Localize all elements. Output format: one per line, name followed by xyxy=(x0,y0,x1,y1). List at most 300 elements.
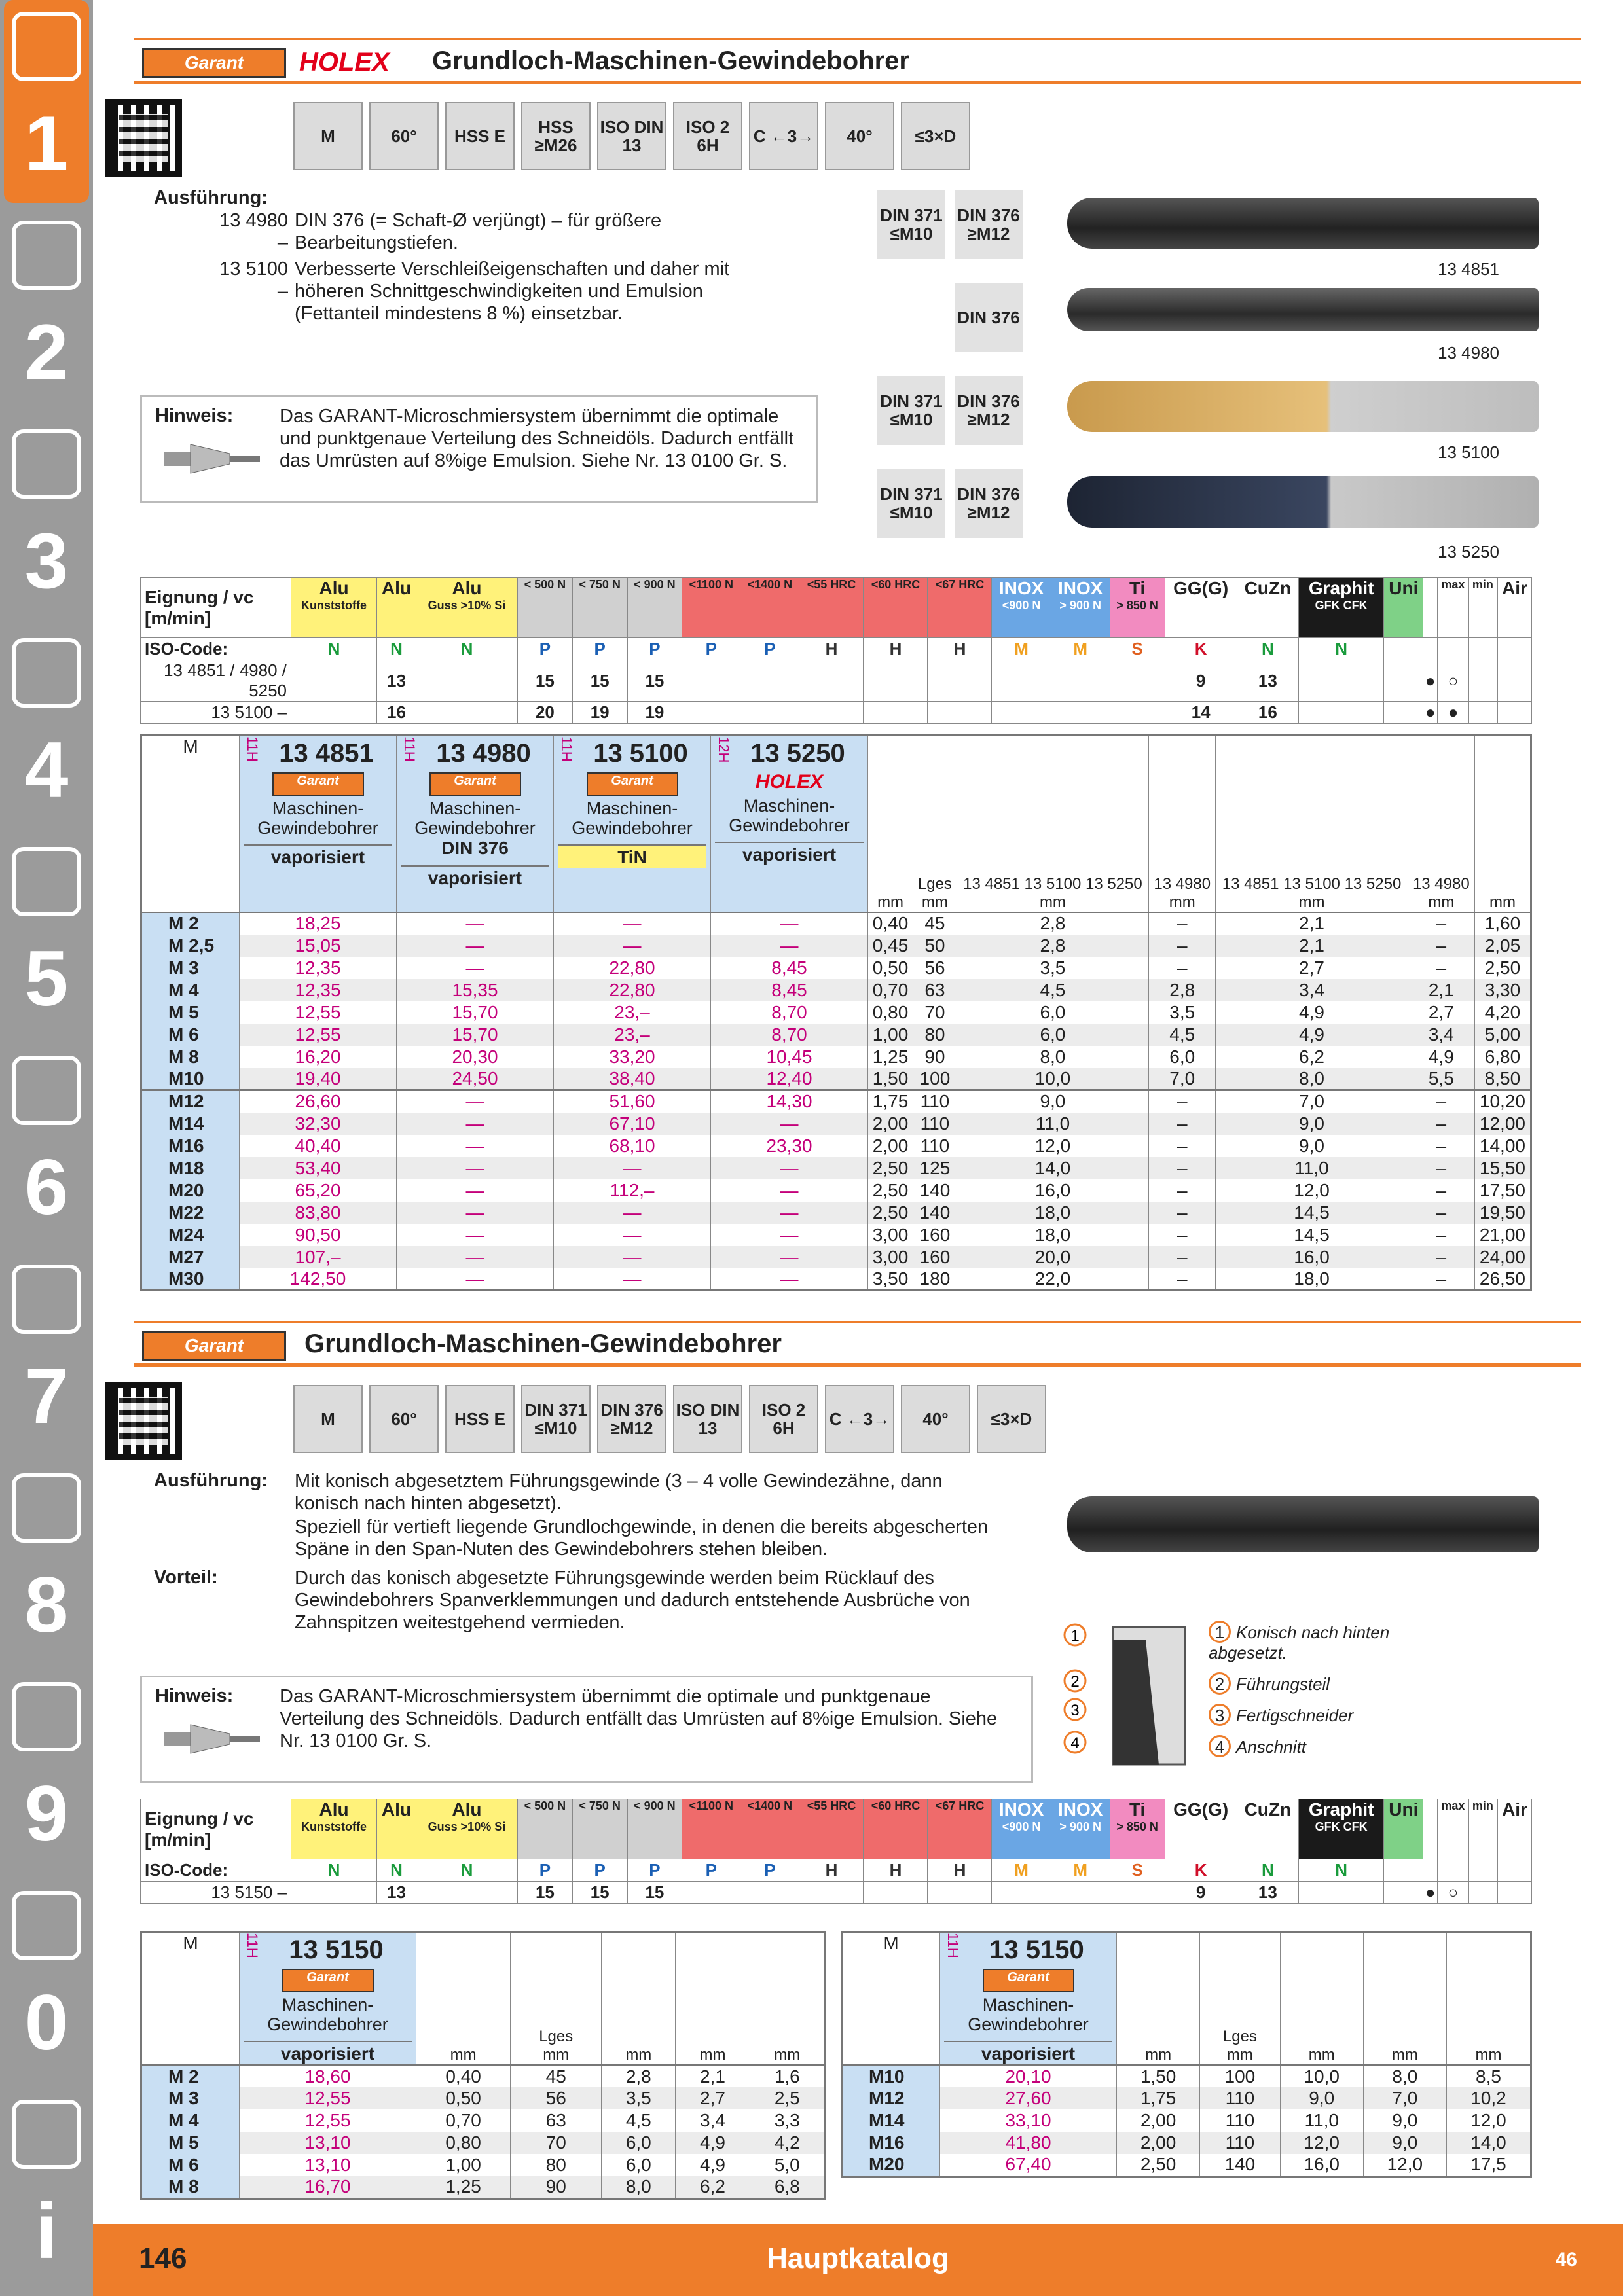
article-price[interactable]: 65,20 xyxy=(240,1179,397,1202)
iso-code: P xyxy=(740,1859,799,1882)
article-price[interactable]: 33,20 xyxy=(554,1046,711,1068)
garant-logo: Garant xyxy=(142,48,286,78)
cutting-speed: ● xyxy=(1437,702,1468,724)
article-price[interactable]: — xyxy=(711,1246,868,1268)
article-header-135250 xyxy=(711,736,868,912)
tolerance-class: 11H xyxy=(401,736,418,762)
article-price[interactable]: — xyxy=(554,935,711,957)
material-name: Alu xyxy=(452,578,482,598)
iso-code xyxy=(1384,638,1423,660)
spec-icon: DIN 371 ≤M10 xyxy=(521,1385,591,1453)
spec-icon: 40° xyxy=(901,1385,970,1453)
dimension: 90 xyxy=(913,1046,957,1068)
material-name: Air xyxy=(1502,578,1527,598)
cutting-speed xyxy=(682,702,740,724)
thread-diagram xyxy=(1061,1621,1192,1768)
material-column xyxy=(864,578,928,638)
dimension: – xyxy=(1149,1157,1216,1179)
dimension: 9,0 xyxy=(1363,2132,1446,2154)
iso-code-label: ISO-Code: xyxy=(141,1859,291,1882)
dimension: 14,5 xyxy=(1216,1224,1408,1246)
dimension: 4,5 xyxy=(1149,1024,1216,1046)
dimension: 10,0 xyxy=(957,1068,1148,1090)
article-price[interactable]: 13,10 xyxy=(240,2154,416,2176)
coating: vaporisiert xyxy=(944,2041,1112,2064)
article-price[interactable]: 8,70 xyxy=(711,1001,868,1024)
tool-code-134980: 13 4980 xyxy=(1438,343,1499,363)
cutting-speed xyxy=(1498,1882,1532,1904)
dimension: 0,50 xyxy=(868,957,913,979)
material-sub: < 900 N xyxy=(634,1799,676,1812)
ausf-code-2: 13 5100 – xyxy=(219,259,288,302)
iso-code: N xyxy=(1237,638,1298,660)
article-price[interactable]: 12,55 xyxy=(240,1024,397,1046)
coating: TiN xyxy=(558,844,706,868)
article-price[interactable]: — xyxy=(397,1090,554,1113)
article-price[interactable]: — xyxy=(711,935,868,957)
article-price[interactable]: — xyxy=(397,912,554,935)
iso-code xyxy=(1468,638,1497,660)
cutting-speed xyxy=(682,660,740,702)
holex-logo: HOLEX xyxy=(299,48,390,77)
article-price[interactable]: 12,55 xyxy=(240,2087,416,2109)
article-desc: Maschinen-Gewindebohrer xyxy=(572,798,693,838)
chapter-tab-9[interactable] xyxy=(4,1670,89,1873)
article-price[interactable]: 14,30 xyxy=(711,1090,868,1113)
cutting-speed: 20 xyxy=(518,702,573,724)
dimension: 8,0 xyxy=(1363,2065,1446,2087)
dimension: 14,0 xyxy=(957,1157,1148,1179)
article-range: 13 5150 – xyxy=(141,1882,291,1904)
chapter-tab-8[interactable] xyxy=(4,1462,89,1664)
article-price[interactable]: 22,80 xyxy=(554,957,711,979)
page-number-secondary: 46 xyxy=(1555,2249,1577,2270)
cutting-speed xyxy=(1110,1882,1165,1904)
cutting-speed xyxy=(682,1882,740,1904)
chapter-tab-6[interactable] xyxy=(4,1044,89,1247)
dimension: 18,0 xyxy=(957,1224,1148,1246)
article-price[interactable]: 90,50 xyxy=(240,1224,397,1246)
article-price[interactable]: 12,40 xyxy=(711,1068,868,1090)
garant-logo: Garant xyxy=(282,1969,374,1992)
cutting-speed: ● xyxy=(1423,702,1438,724)
material-sub: <900 N xyxy=(1002,1820,1041,1833)
diagram-icon xyxy=(1412,803,1470,875)
material-column xyxy=(1298,578,1383,638)
cutting-speed: ● xyxy=(1423,660,1438,702)
diagram-icon xyxy=(1153,803,1211,875)
unit: mm xyxy=(1039,893,1066,911)
cutting-speed: 13 xyxy=(1237,660,1298,702)
material-sub: <60 HRC xyxy=(871,1799,921,1812)
ausf-text-1: Mit konisch abgesetztem Führungsgewinde (3 – 4 volle Gewindezähne, dann konisch nach hinten abgesetzt). xyxy=(295,1471,943,1514)
material-sub: Kunststoffe xyxy=(301,1820,367,1833)
article-price[interactable]: 51,60 xyxy=(554,1090,711,1113)
article-price[interactable]: 15,70 xyxy=(397,1024,554,1046)
dimension: 6,0 xyxy=(602,2132,676,2154)
material-sub: GFK CFK xyxy=(1315,599,1368,612)
spec-icon: 40° xyxy=(825,102,894,170)
material-column xyxy=(1165,1799,1237,1859)
chapter-icon xyxy=(12,638,81,708)
article-price[interactable]: 32,30 xyxy=(240,1113,397,1135)
dimension: 12,0 xyxy=(1280,2132,1363,2154)
article-price[interactable]: — xyxy=(554,1202,711,1224)
data-table-1 xyxy=(140,734,1532,1291)
cutting-speed: 16 xyxy=(377,702,416,724)
article-price[interactable]: 20,30 xyxy=(397,1046,554,1068)
cutting-speed xyxy=(291,1882,377,1904)
table-row xyxy=(842,2087,1531,2109)
dimension: – xyxy=(1408,1157,1474,1179)
chapter-icon xyxy=(12,1682,81,1751)
lges-icon xyxy=(511,1932,602,2066)
iso-code: P xyxy=(572,638,627,660)
cutting-speed: 16 xyxy=(1237,702,1298,724)
dimension: 2,50 xyxy=(868,1157,913,1179)
thread-size: M 5 xyxy=(141,2132,240,2154)
article-price[interactable]: 19,40 xyxy=(240,1068,397,1090)
article-price[interactable]: 8,70 xyxy=(711,1024,868,1046)
article-number: 13 5250 xyxy=(750,739,845,768)
article-price[interactable]: — xyxy=(397,1246,554,1268)
article-price[interactable]: — xyxy=(711,1113,868,1135)
shank-dia-icon xyxy=(1363,1932,1446,2066)
article-price[interactable]: 8,45 xyxy=(711,979,868,1001)
dimension: 8,5 xyxy=(1446,2065,1531,2087)
article-price[interactable]: 10,45 xyxy=(711,1046,868,1068)
article-price[interactable]: 12,35 xyxy=(240,979,397,1001)
ausf-text-2: Verbesserte Verschleißeigenschaften und daher mit höheren Schnittgeschwindigkeiten und Emulsion (Fettanteil mindestens 8 %) einsetzbar. xyxy=(295,259,730,324)
cutting-speed xyxy=(1498,702,1532,724)
tolerance-class: 11H xyxy=(558,736,575,762)
article-price[interactable]: 142,50 xyxy=(240,1268,397,1291)
dimension: 21,00 xyxy=(1474,1224,1531,1246)
article-price[interactable]: — xyxy=(711,912,868,935)
article-price[interactable]: 107,– xyxy=(240,1246,397,1268)
thread-size: M27 xyxy=(141,1246,240,1268)
dimension: 2,50 xyxy=(868,1179,913,1202)
pitch-icon xyxy=(1117,1932,1200,2066)
material-column xyxy=(377,578,416,638)
material-name: Air xyxy=(1502,1799,1527,1820)
dimension: 6,0 xyxy=(602,2154,676,2176)
article-price[interactable]: 33,10 xyxy=(940,2109,1117,2132)
article-price[interactable]: — xyxy=(397,1157,554,1179)
article-price[interactable]: 67,10 xyxy=(554,1113,711,1135)
dimension: 4,9 xyxy=(676,2154,750,2176)
iso-code: N xyxy=(1298,638,1383,660)
article-price[interactable]: 83,80 xyxy=(240,1202,397,1224)
article-price[interactable]: 53,40 xyxy=(240,1157,397,1179)
article-price[interactable]: — xyxy=(397,935,554,957)
lges-icon xyxy=(913,736,957,912)
dimension: 11,0 xyxy=(1280,2109,1363,2132)
table-row xyxy=(141,1202,1531,1224)
material-column xyxy=(1468,1799,1497,1859)
article-price[interactable]: — xyxy=(711,1224,868,1246)
dimension: 0,80 xyxy=(416,2132,511,2154)
dimension: 8,0 xyxy=(957,1046,1148,1068)
dimension: 10,0 xyxy=(1280,2065,1363,2087)
article-price[interactable]: — xyxy=(554,1246,711,1268)
dimension: 5,5 xyxy=(1408,1068,1474,1090)
article-price[interactable]: 26,60 xyxy=(240,1090,397,1113)
dimension: 160 xyxy=(913,1246,957,1268)
material-column xyxy=(1051,1799,1110,1859)
dimension: 0,80 xyxy=(868,1001,913,1024)
iso-code xyxy=(1437,638,1468,660)
dimension: 0,40 xyxy=(416,2065,511,2087)
article-price[interactable]: 24,50 xyxy=(397,1068,554,1090)
dimension: 2,7 xyxy=(676,2087,750,2109)
article-price[interactable]: 27,60 xyxy=(940,2087,1117,2109)
material-sub: min xyxy=(1472,1799,1493,1812)
chapter-tab-i[interactable] xyxy=(4,2088,89,2291)
cutting-speed: 13 xyxy=(1237,1882,1298,1904)
chapter-tab-1[interactable] xyxy=(4,0,89,203)
article-price[interactable]: 16,20 xyxy=(240,1046,397,1068)
article-price[interactable]: — xyxy=(397,1202,554,1224)
article-price[interactable]: 20,10 xyxy=(940,2065,1117,2087)
chapter-number: 2 xyxy=(24,308,69,396)
tool-code-135250: 13 5250 xyxy=(1438,542,1499,562)
dimension: 110 xyxy=(1200,2087,1281,2109)
table-row xyxy=(141,2132,826,2154)
cutting-speed xyxy=(1051,660,1110,702)
chapter-tab-5[interactable] xyxy=(4,835,89,1038)
dimension: – xyxy=(1408,935,1474,957)
cutting-speed xyxy=(928,702,992,724)
material-name: Uni xyxy=(1389,1799,1419,1820)
article-price[interactable]: 15,35 xyxy=(397,979,554,1001)
tool-code-134851: 13 4851 xyxy=(1438,259,1499,279)
article-price[interactable]: — xyxy=(711,1157,868,1179)
dimension: 63 xyxy=(511,2109,602,2132)
material-name: Alu xyxy=(319,578,349,598)
dimension: 1,50 xyxy=(868,1068,913,1090)
dimension: 0,45 xyxy=(868,935,913,957)
dimension: 2,7 xyxy=(1408,1001,1474,1024)
article-price[interactable]: — xyxy=(554,1157,711,1179)
dimension: 2,50 xyxy=(868,1202,913,1224)
material-column xyxy=(1498,578,1532,638)
iso-code: H xyxy=(864,1859,928,1882)
dimension: – xyxy=(1408,1268,1474,1291)
dimension: 8,50 xyxy=(1474,1068,1531,1090)
dimension: 0,70 xyxy=(416,2109,511,2132)
article-price[interactable]: 67,40 xyxy=(940,2154,1117,2176)
spec-icon: HSS ≥M26 xyxy=(521,102,591,170)
hinweis-label: Hinweis: xyxy=(155,1685,234,1706)
thread-size: M 8 xyxy=(141,1046,240,1068)
article-price[interactable]: — xyxy=(397,1113,554,1135)
material-name: Ti xyxy=(1129,578,1146,598)
article-price[interactable]: 12,55 xyxy=(240,2109,416,2132)
chapter-icon xyxy=(12,429,81,499)
dimension: 8,0 xyxy=(1216,1068,1408,1090)
cutting-speed: 15 xyxy=(518,660,573,702)
article-price[interactable]: — xyxy=(711,1202,868,1224)
chapter-tab-2[interactable] xyxy=(4,209,89,412)
dimension: 63 xyxy=(913,979,957,1001)
article-price[interactable]: 18,25 xyxy=(240,912,397,935)
chapter-tab-4[interactable] xyxy=(4,626,89,829)
data-table-2-right xyxy=(841,1931,1532,2178)
iso-code: H xyxy=(799,1859,864,1882)
dimension: 2,00 xyxy=(868,1135,913,1157)
material-sub: max xyxy=(1441,1799,1465,1812)
thread-size: M 3 xyxy=(141,957,240,979)
dimension: 1,75 xyxy=(868,1090,913,1113)
cutting-speed xyxy=(1298,702,1383,724)
qr-code-icon[interactable] xyxy=(105,1382,182,1460)
article-price[interactable]: — xyxy=(554,1268,711,1291)
material-sub: > 850 N xyxy=(1116,1820,1158,1833)
article-price[interactable]: 13,10 xyxy=(240,2132,416,2154)
chapter-tab-7[interactable] xyxy=(4,1253,89,1456)
article-price[interactable]: — xyxy=(554,912,711,935)
qr-code-icon[interactable] xyxy=(105,99,182,177)
material-name: INOX xyxy=(998,1799,1044,1820)
spec-icon: ISO DIN 13 xyxy=(597,102,666,170)
article-header-135150 xyxy=(240,1932,416,2066)
iso-code: H xyxy=(799,638,864,660)
unit: mm xyxy=(1226,2046,1253,2064)
dimension: 2,00 xyxy=(1117,2132,1200,2154)
material-column xyxy=(864,1799,928,1859)
diagram-icon xyxy=(917,803,953,875)
dimension: 1,00 xyxy=(416,2154,511,2176)
spec-icon: C ←3→ xyxy=(825,1385,894,1453)
material-column xyxy=(1423,1799,1438,1859)
chapter-number: 8 xyxy=(24,1561,69,1649)
coating: vaporisiert xyxy=(244,844,392,868)
material-column xyxy=(572,1799,627,1859)
cutting-speed xyxy=(416,702,517,724)
table-row xyxy=(842,2109,1531,2132)
material-column xyxy=(291,578,377,638)
spec-icon: 60° xyxy=(369,1385,439,1453)
dimension: 110 xyxy=(913,1113,957,1135)
cutting-speed xyxy=(992,1882,1051,1904)
article-desc: Maschinen-Gewindebohrer xyxy=(729,796,850,835)
material-name: Alu xyxy=(381,1799,412,1820)
article-price[interactable]: 41,80 xyxy=(940,2132,1117,2154)
cutting-speed: 15 xyxy=(572,660,627,702)
article-desc: Maschinen-Gewindebohrer xyxy=(414,798,536,838)
article-price[interactable]: 112,– xyxy=(554,1179,711,1202)
page-number: 146 xyxy=(139,2242,187,2274)
coating: vaporisiert xyxy=(401,865,549,889)
section-2-header xyxy=(134,1321,1581,1367)
dimension: 7,0 xyxy=(1363,2087,1446,2109)
diagram-icon xyxy=(1220,803,1403,875)
article-price[interactable]: — xyxy=(397,1135,554,1157)
microschmiersystem-icon xyxy=(158,1715,263,1761)
article-price[interactable]: 8,45 xyxy=(711,957,868,979)
drill-dia-icon xyxy=(1280,1932,1363,2066)
material-column xyxy=(291,1799,377,1859)
cutting-speed: 9 xyxy=(1165,660,1237,702)
material-column xyxy=(799,578,864,638)
article-price[interactable]: — xyxy=(711,1179,868,1202)
dimension: 16,0 xyxy=(1216,1246,1408,1268)
microschmiersystem-icon xyxy=(158,435,263,481)
legend-number: 2 xyxy=(1209,1672,1231,1695)
spec-icon: M xyxy=(293,1385,363,1453)
dimension: 12,0 xyxy=(1363,2154,1446,2176)
iso-code xyxy=(1498,638,1532,660)
dimension: 0,50 xyxy=(416,2087,511,2109)
material-name: Alu xyxy=(452,1799,482,1820)
iso-code: N xyxy=(416,1859,517,1882)
dimension: 1,25 xyxy=(416,2176,511,2198)
article-price[interactable]: — xyxy=(397,1224,554,1246)
cutting-speed xyxy=(1468,702,1497,724)
dimension: 2,8 xyxy=(602,2065,676,2087)
article-price[interactable]: — xyxy=(397,1179,554,1202)
ausf-text-1: DIN 376 (= Schaft-Ø verjüngt) – für größere Bearbeitungstiefen. xyxy=(295,210,662,253)
cutting-speed xyxy=(799,660,864,702)
col-thread-size: M xyxy=(141,1932,240,2066)
article-price[interactable]: 68,10 xyxy=(554,1135,711,1157)
tap-image-134851 xyxy=(1067,198,1539,249)
material-sub: < 500 N xyxy=(524,1799,566,1812)
article-price[interactable]: 22,80 xyxy=(554,979,711,1001)
article-price[interactable]: 23,30 xyxy=(711,1135,868,1157)
table-row xyxy=(141,2109,826,2132)
article-price[interactable]: 12,35 xyxy=(240,957,397,979)
material-name: CuZn xyxy=(1244,1799,1292,1820)
article-price[interactable]: 15,05 xyxy=(240,935,397,957)
dimension: 160 xyxy=(913,1224,957,1246)
article-price[interactable]: 12,55 xyxy=(240,1001,397,1024)
article-price[interactable]: 38,40 xyxy=(554,1068,711,1090)
material-name: Graphit xyxy=(1308,1799,1374,1820)
article-price[interactable]: — xyxy=(397,957,554,979)
dimension: – xyxy=(1149,1090,1216,1113)
iso-code: S xyxy=(1110,638,1165,660)
article-price[interactable]: 40,40 xyxy=(240,1135,397,1157)
dimension: 3,5 xyxy=(957,957,1148,979)
chapter-tab-0[interactable] xyxy=(4,1879,89,2082)
dimension: 7,0 xyxy=(1216,1090,1408,1113)
article-price[interactable]: 23,– xyxy=(554,1024,711,1046)
din-376-badge: DIN 376 ≥M12 xyxy=(955,469,1023,538)
dimension: 2,8 xyxy=(1149,979,1216,1001)
chapter-tab-3[interactable] xyxy=(4,418,89,620)
article-price[interactable]: 15,70 xyxy=(397,1001,554,1024)
cutting-speed: 15 xyxy=(572,1882,627,1904)
cutting-speed: 15 xyxy=(518,1882,573,1904)
article-price[interactable]: 18,60 xyxy=(240,2065,416,2087)
article-price[interactable]: — xyxy=(397,1268,554,1291)
cutting-speed: 19 xyxy=(627,702,682,724)
thread-size: M24 xyxy=(141,1224,240,1246)
material-column xyxy=(518,578,573,638)
article-price[interactable]: — xyxy=(711,1268,868,1291)
iso-code xyxy=(1437,1859,1468,1882)
dimension: 2,00 xyxy=(1117,2109,1200,2132)
article-price[interactable]: — xyxy=(554,1224,711,1246)
article-price[interactable]: 16,70 xyxy=(240,2176,416,2198)
thread-size: M16 xyxy=(141,1135,240,1157)
article-price[interactable]: 23,– xyxy=(554,1001,711,1024)
holex-logo: HOLEX xyxy=(755,771,824,793)
dimension: 4,9 xyxy=(1408,1046,1474,1068)
iso-code: H xyxy=(928,1859,992,1882)
